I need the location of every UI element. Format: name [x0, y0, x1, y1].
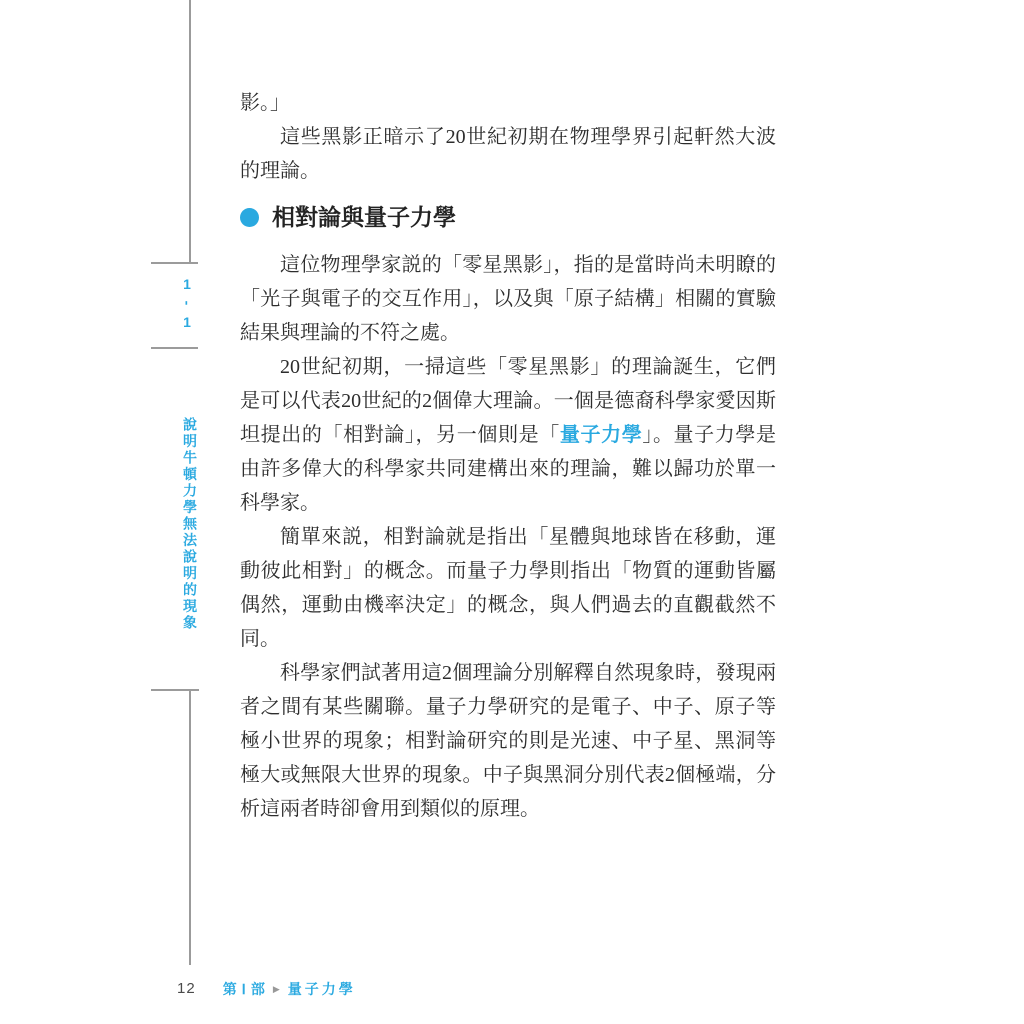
- paragraph-text: 」。量子力學是由許多偉大的科學家共同建構出來的理論，難以歸功於單一科學家。: [240, 424, 777, 514]
- section-number-separator: -: [178, 300, 195, 306]
- paragraph-text: 20世紀初期，一掃這些「零星黑影」的理論誕生，它們是可以代表20世紀的2個偉大理論。一個是德裔科學家愛因斯坦提出的「相對論」，另一個則是「: [240, 356, 776, 446]
- paragraph-continuation: 影。」: [240, 92, 290, 114]
- section-number-part: 1: [183, 276, 191, 292]
- keyword-highlight: 量子力學: [559, 424, 643, 446]
- paragraph: [240, 350, 776, 520]
- section-heading: [240, 201, 776, 233]
- page-footer: [177, 979, 356, 999]
- footer-part-title: 量子力學: [287, 981, 356, 997]
- footer-part-label: 第Ⅰ部: [222, 981, 270, 997]
- sidebar-bottom-rule: [189, 689, 191, 965]
- paragraph: 科學家們試著用這2個理論分別解釋自然現象時，發現兩者之間有某些關聯。量子力學研究的是電子、中子、原子等極小世界的現象；相對論研究的則是光速、中子星、黑洞等極大或無限大世界的現象。中子與黑洞分別代表2個極端，分析這兩者時卻會用到類似的原理。: [240, 662, 776, 820]
- paragraph: 這些黑影正暗示了20世紀初期在物理學界引起軒然大波的理論。: [240, 126, 776, 182]
- section-heading-text: 相對論與量子力學: [272, 204, 456, 230]
- sidebar-footer-divider: [151, 689, 199, 691]
- paragraph: 這位物理學家説的「零星黑影」，指的是當時尚未明瞭的「光子與電子的交互作用」，以及與「原子結構」相關的實驗結果與理論的不符之處。: [240, 254, 776, 344]
- page-number: 12: [177, 980, 196, 997]
- paragraph: 簡單來説，相對論就是指出「星體與地球皆在移動，運動彼此相對」的概念。而量子力學則指出「物質的運動皆屬偶然，運動由機率決定」的概念，與人們過去的直觀截然不同。: [240, 526, 776, 650]
- section-number-part: 1: [183, 314, 191, 330]
- arrow-right-icon: ▶: [272, 984, 280, 994]
- sidebar-divider-top: [151, 262, 198, 264]
- chapter-title-vertical: 說明牛頓力學無法說明的現象: [182, 417, 198, 632]
- section-number-tab: [176, 277, 198, 329]
- bullet-dot-icon: [240, 208, 259, 227]
- sidebar-top-rule: [189, 0, 191, 263]
- sidebar-divider-bottom: [151, 347, 198, 349]
- main-text-column: [240, 86, 776, 826]
